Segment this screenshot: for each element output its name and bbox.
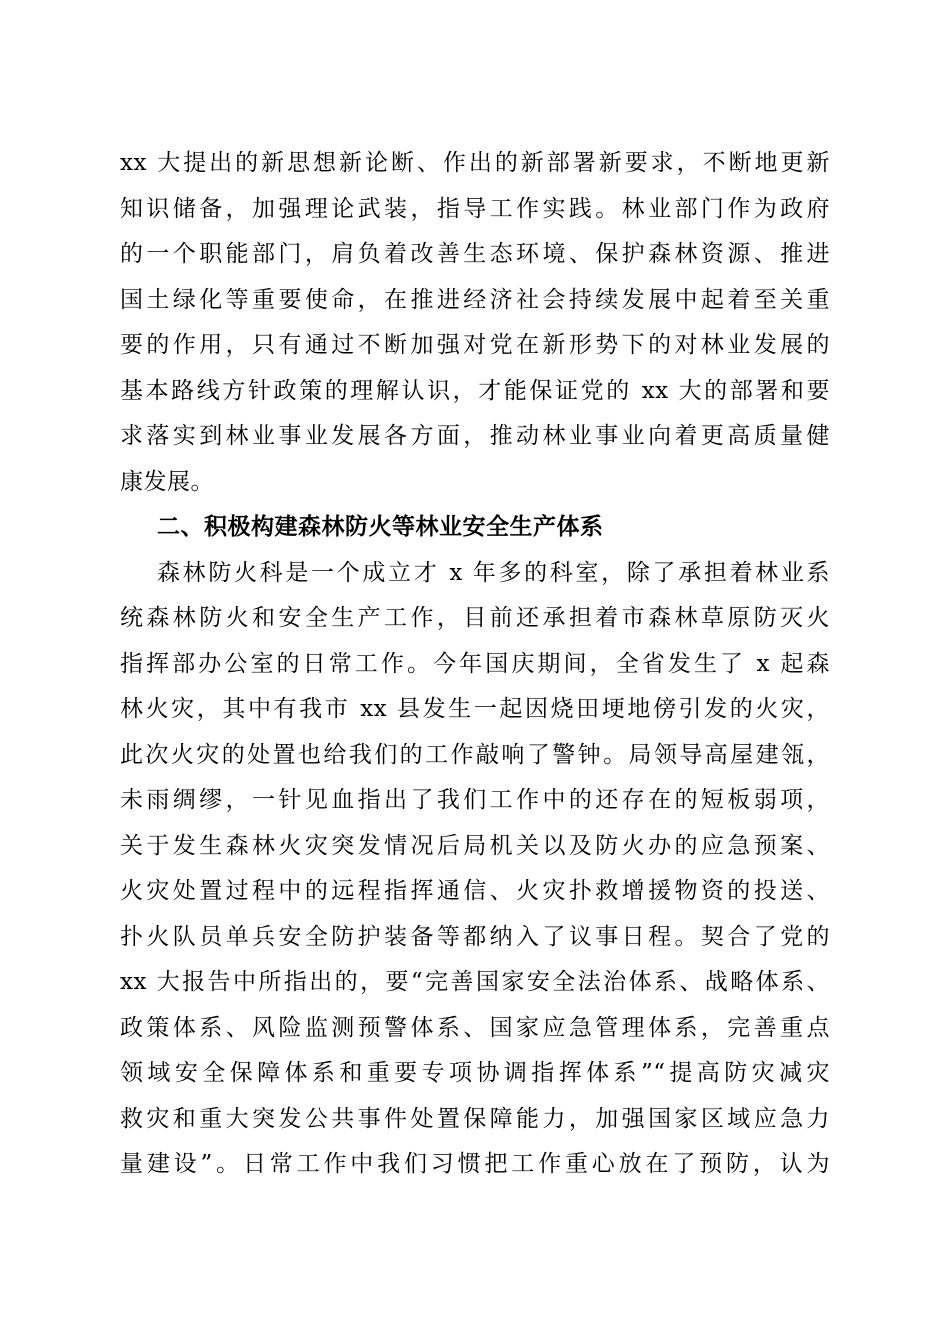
text-line: 关于发生森林火灾突发情况后局机关以及防火办的应急预案、 xyxy=(120,832,830,859)
text-line: 扑火队员单兵安全防护装备等都纳入了议事日程。契合了党的 xyxy=(120,923,830,950)
text-line: 领域安全保障体系和重要专项协调指挥体系”“提高防灾减灾 xyxy=(120,1060,830,1086)
text-line: 政策体系、风险监测预警体系、国家应急管理体系，完善重点 xyxy=(120,1014,830,1041)
text-line: 的一个职能部门，肩负着改善生态环境、保护森林资源、推进 xyxy=(120,241,830,267)
text-line: xx 大提出的新思想新论断、作出的新部署新要求，不断地更新 xyxy=(120,150,830,176)
text-line: 指挥部办公室的日常工作。今年国庆期间，全省发生了 x 起森 xyxy=(120,650,830,677)
text-line: 火灾处置过程中的远程指挥通信、火灾扑救增援物资的投送、 xyxy=(120,878,830,904)
text-line: 量建设”。日常工作中我们习惯把工作重心放在了预防，认为 xyxy=(120,1151,830,1177)
text-line: 知识储备，加强理论武装，指导工作实践。林业部门作为政府 xyxy=(120,195,830,222)
section-heading: 二、积极构建森林防火等林业安全生产体系 xyxy=(157,514,604,540)
text-line: 统森林防火和安全生产工作，目前还承担着市森林草原防灭火 xyxy=(120,605,830,631)
text-line: xx 大报告中所指出的，要“完善国家安全法治体系、战略体系、 xyxy=(120,969,830,995)
text-line: 此次火灾的处置也给我们的工作敲响了警钟。局领导高屋建瓴， xyxy=(120,741,830,768)
text-line: 未雨绸缪，一针见血指出了我们工作中的还存在的短板弱项， xyxy=(120,787,830,813)
document-page xyxy=(120,141,830,1188)
section-paragraph xyxy=(120,551,830,1188)
text-line: 求落实到林业事业发展各方面，推动林业事业向着更高质量健 xyxy=(120,423,830,449)
text-line: 康发展。 xyxy=(120,468,214,495)
text-line: 森林防火科是一个成立才 x 年多的科室，除了承担着林业系 xyxy=(157,559,830,586)
text-line: 国土绿化等重要使命，在推进经济社会持续发展中起着至关重 xyxy=(120,286,830,313)
text-line: 要的作用，只有通过不断加强对党在新形势下的对林业发展的 xyxy=(120,332,830,358)
text-line: 林火灾，其中有我市 xx 县发生一起因烧田埂地傍引发的火灾， xyxy=(120,696,830,722)
text-line: 基本路线方针政策的理解认识，才能保证党的 xx 大的部署和要 xyxy=(120,377,830,404)
paragraph-continuation xyxy=(120,141,830,505)
text-line: 救灾和重大突发公共事件处置保障能力，加强国家区域应急力 xyxy=(120,1105,830,1132)
